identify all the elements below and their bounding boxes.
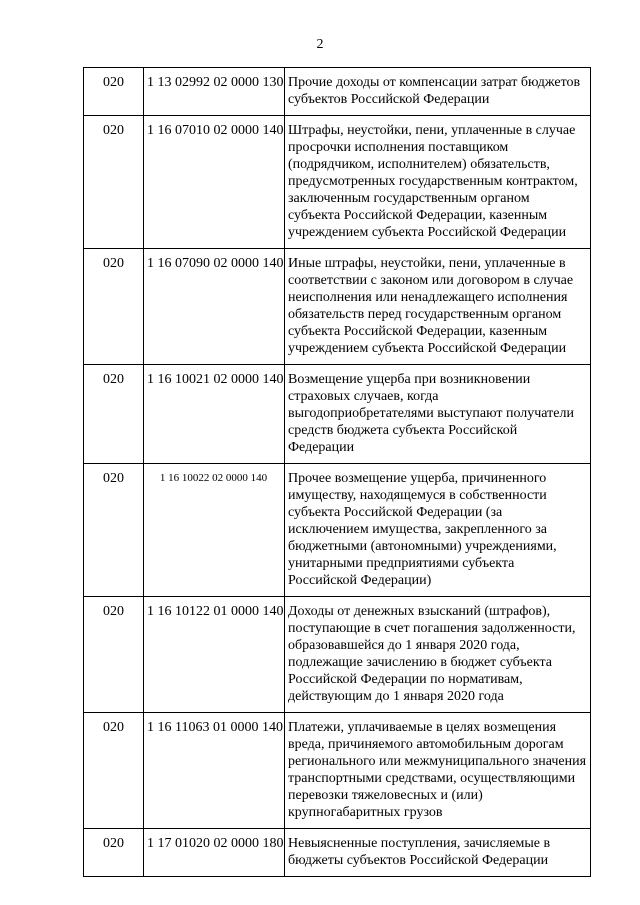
table-row bbox=[84, 116, 591, 249]
revenue-name-line: Возмещение ущерба при возникновении bbox=[288, 372, 531, 387]
revenue-name-line: средств бюджета субъекта Российской bbox=[288, 423, 518, 438]
revenue-name-line: Федерации bbox=[288, 440, 355, 455]
revenue-name-line: соответствии с законом или договором в случае bbox=[288, 273, 574, 288]
revenue-name-line: регионального или межмуниципального значения bbox=[288, 754, 587, 769]
kbk-code-cell: 1 16 11063 01 0000 140 bbox=[144, 713, 285, 829]
revenue-name-line: крупногабаритных грузов bbox=[288, 805, 443, 820]
revenue-name-line: субъекта Российской Федерации, казенным bbox=[288, 208, 548, 223]
revenue-name-line: просрочки исполнения поставщиком bbox=[288, 140, 509, 155]
revenue-name-cell bbox=[285, 116, 591, 249]
revenue-name-line: Штрафы, неустойки, пени, уплаченные в случае bbox=[288, 123, 576, 138]
table-row bbox=[84, 68, 591, 116]
revenue-name-line: Платежи, уплачиваемые в целях возмещения bbox=[288, 720, 557, 735]
revenue-name-line: субъекта Российской Федерации (за bbox=[288, 505, 503, 520]
kbk-code-cell: 1 17 01020 02 0000 180 bbox=[144, 829, 285, 877]
revenue-name-line: обязательств перед государственным органом bbox=[288, 307, 562, 322]
revenue-name-line: унитарными предприятиями субъекта bbox=[288, 556, 515, 571]
kbk-code-cell: 1 13 02992 02 0000 130 bbox=[144, 68, 285, 116]
admin-code-cell: 020 bbox=[84, 249, 144, 365]
revenue-name-cell bbox=[285, 713, 591, 829]
revenue-name-line: действующим до 1 января 2020 года bbox=[288, 689, 504, 704]
admin-code-cell: 020 bbox=[84, 68, 144, 116]
revenue-name-line: бюджеты субъектов Российской Федерации bbox=[288, 853, 549, 868]
revenue-name-line: вреда, причиняемого автомобильным дорогам bbox=[288, 737, 564, 752]
revenue-name-line: учреждением субъекта Российской Федерации bbox=[288, 341, 567, 356]
admin-code-cell: 020 bbox=[84, 464, 144, 597]
revenue-name-line: транспортными средствами, осуществляющими bbox=[288, 771, 576, 786]
table-row bbox=[84, 365, 591, 464]
revenue-name-line: учреждением субъекта Российской Федерации bbox=[288, 225, 567, 240]
page-number: 2 bbox=[316, 37, 324, 52]
admin-code-cell: 020 bbox=[84, 365, 144, 464]
revenue-name-line: имуществу, находящемуся в собственности bbox=[288, 488, 547, 503]
revenue-name-cell bbox=[285, 464, 591, 597]
revenue-name-line: Российской Федерации по нормативам, bbox=[288, 672, 523, 687]
admin-code-cell: 020 bbox=[84, 597, 144, 713]
revenue-name-line: образовавшейся до 1 января 2020 года, bbox=[288, 638, 520, 653]
revenue-name-line: подлежащие зачислению в бюджет субъекта bbox=[288, 655, 552, 670]
revenue-name-cell bbox=[285, 829, 591, 877]
revenue-name-line: Российской Федерации) bbox=[288, 573, 432, 588]
revenue-name-cell bbox=[285, 68, 591, 116]
revenue-name-line: Прочее возмещение ущерба, причиненного bbox=[288, 471, 547, 486]
revenue-name-line: страховых случаев, когда bbox=[288, 389, 439, 404]
table-row bbox=[84, 249, 591, 365]
admin-code-cell: 020 bbox=[84, 116, 144, 249]
revenue-name-line: Доходы от денежных взысканий (штрафов), bbox=[288, 604, 551, 619]
kbk-code-cell: 1 16 07010 02 0000 140 bbox=[144, 116, 285, 249]
revenue-name-line: субъекта Российской Федерации, казенным bbox=[288, 324, 548, 339]
revenue-name-line: субъектов Российской Федерации bbox=[288, 92, 490, 107]
revenue-name-line: (подрядчиком, исполнителем) обязательств, bbox=[288, 157, 550, 172]
revenue-name-line: поступающие в счет погашения задолженности, bbox=[288, 621, 576, 636]
table-row bbox=[84, 829, 591, 877]
revenue-name-line: Невыясненные поступления, зачисляемые в bbox=[288, 836, 551, 851]
kbk-code-cell: 1 16 10122 01 0000 140 bbox=[144, 597, 285, 713]
kbk-code-cell: 1 16 10021 02 0000 140 bbox=[144, 365, 285, 464]
revenue-name-line: неисполнения или ненадлежащего исполнения bbox=[288, 290, 568, 305]
table-row bbox=[84, 713, 591, 829]
revenue-name-line: Иные штрафы, неустойки, пени, уплаченные в bbox=[288, 256, 566, 271]
admin-code-cell: 020 bbox=[84, 713, 144, 829]
table-body bbox=[84, 68, 591, 877]
revenue-name-line: перевозки тяжеловесных и (или) bbox=[288, 788, 483, 803]
revenue-name-cell bbox=[285, 597, 591, 713]
revenue-codes-table bbox=[83, 67, 591, 877]
revenue-name-line: заключенным государственным органом bbox=[288, 191, 530, 206]
revenue-name-cell bbox=[285, 249, 591, 365]
revenue-name-line: предусмотренных государственным контрактом, bbox=[288, 174, 578, 189]
revenue-name-cell bbox=[285, 365, 591, 464]
revenue-name-line: Прочие доходы от компенсации затрат бюджетов bbox=[288, 75, 581, 90]
kbk-code-cell: 1 16 10022 02 0000 140 bbox=[144, 464, 285, 597]
admin-code-cell: 020 bbox=[84, 829, 144, 877]
revenue-name-line: бюджетными (автономными) учреждениями, bbox=[288, 539, 557, 554]
revenue-name-line: выгодоприобретателями выступают получатели bbox=[288, 406, 574, 421]
revenue-name-line: исключением имущества, закрепленного за bbox=[288, 522, 547, 537]
table-row bbox=[84, 464, 591, 597]
table-row bbox=[84, 597, 591, 713]
kbk-code-cell: 1 16 07090 02 0000 140 bbox=[144, 249, 285, 365]
